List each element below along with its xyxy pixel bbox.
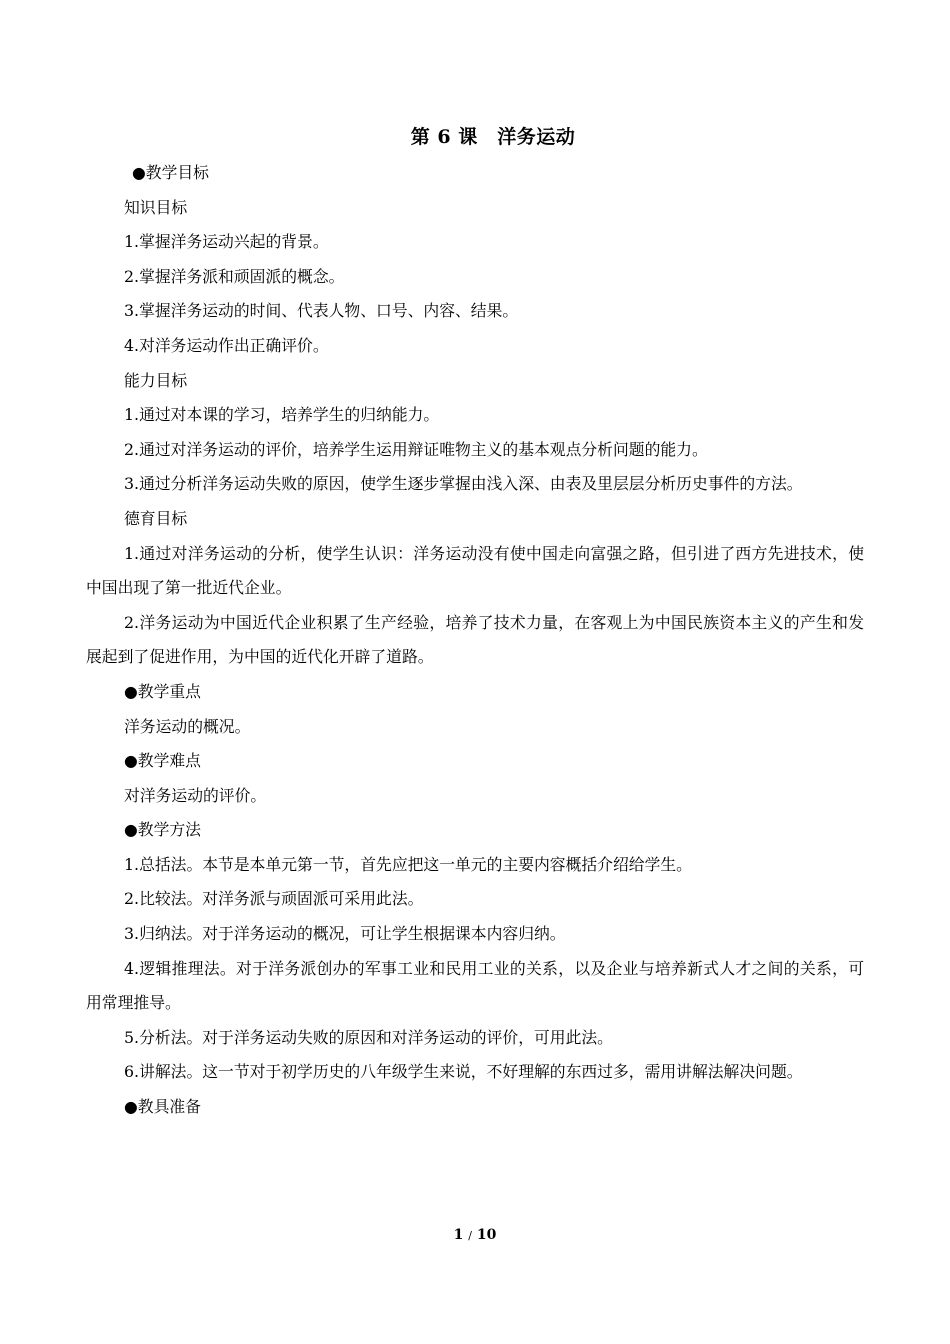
key-points-text: 洋务运动的概况。 (124, 716, 251, 736)
method-item: 3.归纳法。对于洋务运动的概况，可让学生根据课本内容归纳。 (124, 924, 566, 944)
method-item: 1.总括法。本节是本单元第一节，首先应把这一单元的主要内容概括介绍给学生。 (124, 854, 692, 874)
section-heading-difficulties: ●教学难点 (124, 751, 201, 771)
knowledge-goal-item: 1.掌握洋务运动兴起的背景。 (124, 232, 329, 252)
method-item: 4.逻辑推理法。对于洋务派创办的军事工业和民用工业的关系，以及企业与培养新式人才之间的关系，可用常理推导。 (86, 958, 864, 1013)
page-separator: / (468, 1229, 472, 1242)
method-item: 5.分析法。对于洋务运动失败的原因和对洋务运动的评价，可用此法。 (124, 1027, 613, 1047)
moral-goal-item: 1.通过对洋务运动的分析，使学生认识：洋务运动没有使中国走向富强之路，但引进了西方先进技术，使中国出现了第一批近代企业。 (86, 543, 864, 598)
method-item: 2.比较法。对洋务派与顽固派可采用此法。 (124, 889, 424, 909)
subheading-moral-goal: 德育目标 (124, 508, 188, 528)
section-heading-teaching-goals: ●教学目标 (132, 163, 209, 182)
knowledge-goal-item: 4.对洋务运动作出正确评价。 (124, 335, 329, 355)
page-number (0, 1227, 950, 1243)
page-total: 10 (476, 1227, 497, 1243)
page-title: 第 6 课 洋务运动 (410, 126, 576, 148)
ability-goal-item: 3.通过分析洋务运动失败的原因，使学生逐步掌握由浅入深、由表及里层层分析历史事件的方法。 (124, 474, 803, 494)
knowledge-goal-item: 2.掌握洋务派和顽固派的概念。 (124, 266, 345, 286)
subheading-ability-goal: 能力目标 (124, 370, 188, 390)
document-body (86, 156, 864, 1125)
method-item: 6.讲解法。这一节对于初学历史的八年级学生来说，不好理解的东西过多，需用讲解法解决问题。 (124, 1062, 803, 1082)
ability-goal-item: 2.通过对洋务运动的评价，培养学生运用辩证唯物主义的基本观点分析问题的能力。 (124, 439, 708, 459)
section-heading-materials: ●教具准备 (124, 1097, 201, 1117)
subheading-knowledge-goal: 知识目标 (124, 197, 188, 217)
moral-goal-item: 2.洋务运动为中国近代企业积累了生产经验，培养了技术力量，在客观上为中国民族资本主义的产生和发展起到了促进作用，为中国的近代化开辟了道路。 (86, 612, 864, 667)
difficulties-text: 对洋务运动的评价。 (124, 785, 267, 805)
section-heading-methods: ●教学方法 (124, 820, 201, 840)
section-heading-key-points: ●教学重点 (124, 681, 201, 701)
page-current: 1 (453, 1227, 464, 1243)
ability-goal-item: 1.通过对本课的学习，培养学生的归纳能力。 (124, 405, 440, 425)
knowledge-goal-item: 3.掌握洋务运动的时间、代表人物、口号、内容、结果。 (124, 301, 519, 321)
